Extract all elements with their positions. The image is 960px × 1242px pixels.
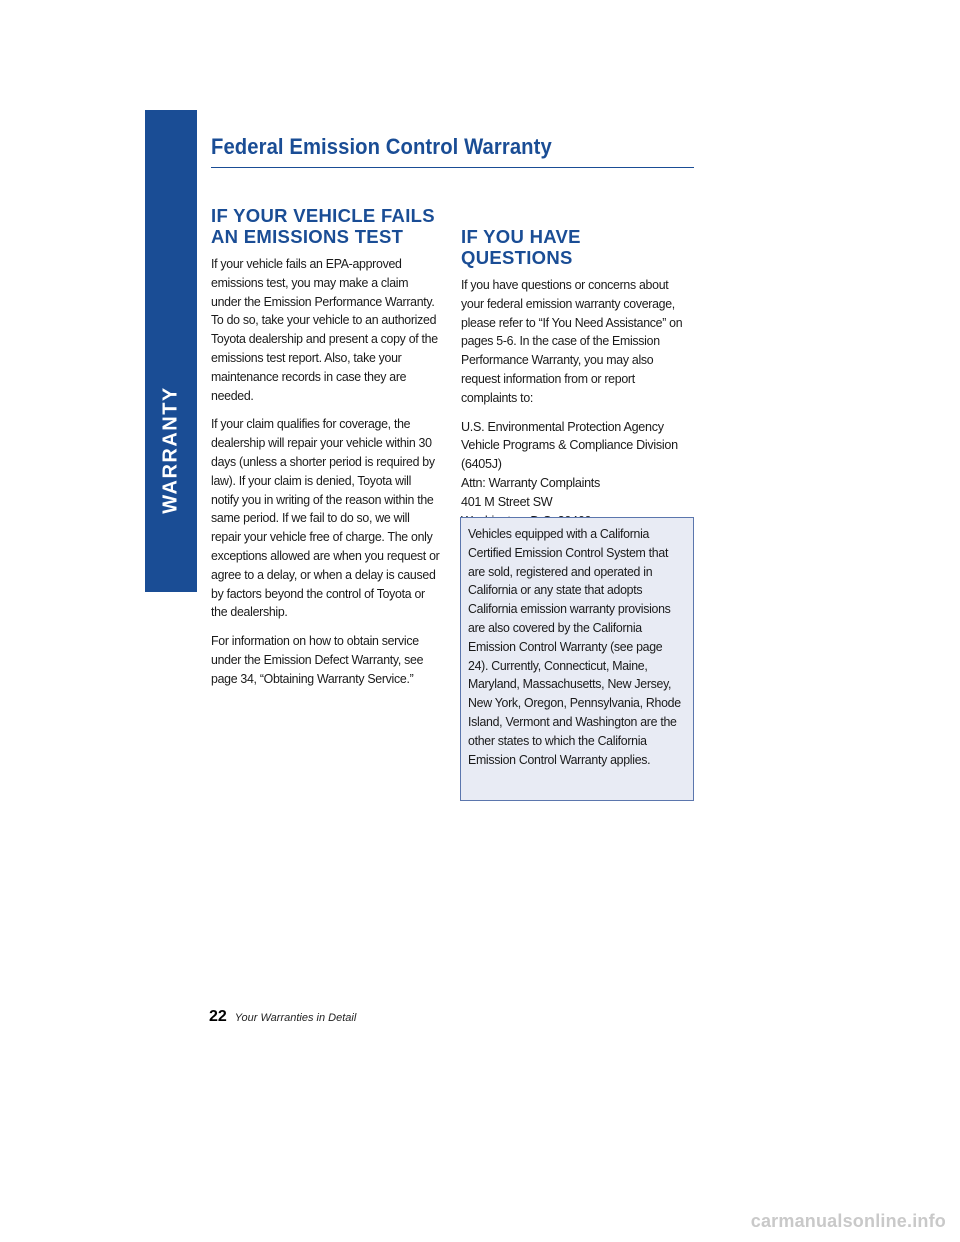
california-note-text: Vehicles equipped with a California Certified Emission Control System that are sold, registered and operated in California or any state that adopts California emission warranty provisions are also covered by the California Emission Control Warranty (see page 24). Currently, Connecticut, Maine, Maryland, Massachusetts, New Jersey, New York, Oregon, Pennsylvania, Rhode Island, Vermont and Washington are the other states to which the California Emission Control Warranty applies.	[468, 527, 681, 767]
paragraph-coverage: If your claim qualifies for coverage, the dealership will repair your vehicle within 30 days (unless a shorter period is required by law). If your claim is denied, Toyota will notify you in writing of the reason within the same period. If we fail to do so, we will repair your vehicle free of charge. The only exceptions allowed are when you request or agree to a delay, or when a delay is caused by factors beyond the control of Toyota or the dealership.	[211, 417, 440, 620]
footer-section-label: Your Warranties in Detail	[234, 1012, 357, 1024]
watermark: carmanualsonline.info	[750, 1211, 946, 1231]
paragraph-claim: If your vehicle fails an EPA-approved emissions test, you may make a claim under the Emission Performance Warranty. To do so, take your vehicle to an authorized Toyota dealership and present a copy of the emissions test report. Also, take your maintenance records in case they are needed.	[211, 257, 438, 403]
epa-address: U.S. Environmental Protection Agency Vehicle Programs & Compliance Division (6405J) Attn: Warranty Complaints 401 M Street SW	[461, 419, 678, 509]
section-heading-fails-test	[211, 205, 446, 247]
page-title: Federal Emission Control Warranty	[211, 134, 552, 159]
paragraph-service-info: For information on how to obtain service under the Emission Defect Warranty, see page 34, “Obtaining Warranty Service.”	[211, 634, 424, 686]
side-section-tab	[145, 110, 197, 592]
page-footer	[209, 1008, 356, 1026]
left-column	[211, 205, 446, 699]
right-column	[461, 226, 696, 530]
paragraph-questions-intro: If you have questions or concerns about your federal emission warranty coverage, please refer to “If You Need Assistance” on pages 5-6. In the case of the Emission Performance Warranty, you may also request information from or report complaints to:	[461, 278, 683, 405]
heading-line-2: AN EMISSIONS TEST	[211, 226, 404, 247]
california-note-box	[460, 517, 694, 801]
title-divider	[211, 167, 694, 168]
section-heading-questions: IF YOU HAVE QUESTIONS	[461, 226, 581, 268]
side-tab-label: WARRANTY	[159, 386, 182, 514]
heading-line-1: IF YOUR VEHICLE FAILS	[211, 205, 435, 226]
page-number: 22	[209, 1008, 227, 1025]
